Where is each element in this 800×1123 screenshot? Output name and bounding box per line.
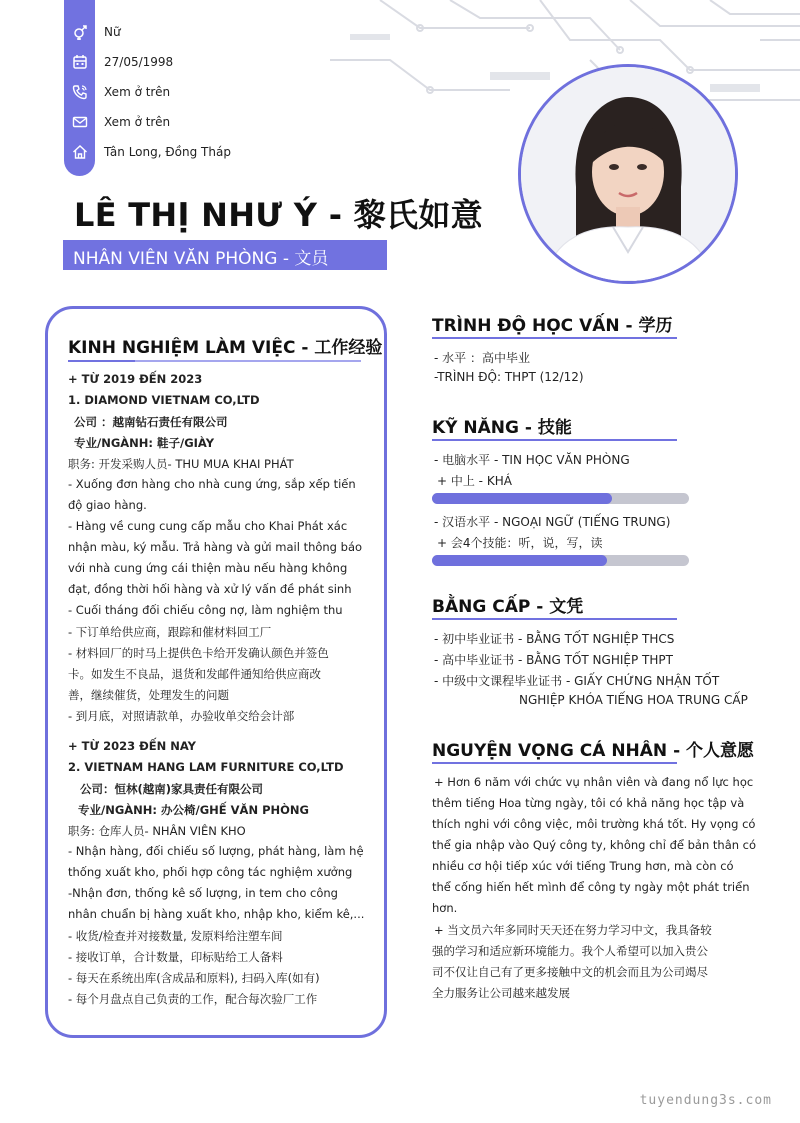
experience-line: - 到月底，对照请款单，办验收单交给会计部 xyxy=(68,709,295,723)
aspiration-line: thể gia nhập vào Quý công ty, không chỉ để bản thân có xyxy=(432,838,757,852)
experience-line: - 收货/检查并对接数量, 发原料给注塑车间 xyxy=(68,929,283,943)
experience-line: - 接收订单，合计数量，印标贴给工人备料 xyxy=(68,950,283,964)
experience-line: - 每个月盘点自己负责的工作，配合每次验厂工作 xyxy=(68,992,318,1006)
experience-line: 职务: 开发采购人员- THU MUA KHAI PHÁT xyxy=(68,457,294,471)
aspiration-line: hơn. xyxy=(432,901,458,915)
phone-text: Xem ở trên xyxy=(104,85,171,99)
experience-line: 专业/NGÀNH: 办公椅/GHẾ VĂN PHÒNG xyxy=(78,803,309,817)
email-text: Xem ở trên xyxy=(104,115,171,129)
aspiration-underline xyxy=(432,762,677,764)
candidate-name: LÊ THỊ NHƯ Ý - 黎氏如意 xyxy=(74,196,483,234)
skill-level-text: + 中上 - KHÁ xyxy=(437,474,512,488)
address-text: Tân Long, Đồng Tháp xyxy=(104,145,231,159)
skill-bar-fill xyxy=(432,555,607,566)
aspiration-line: + Hơn 6 năm với chức vụ nhân viên và đang nổ lực học xyxy=(434,775,754,789)
experience-title: KINH NGHIỆM LÀM VIỆC - 工作经验 xyxy=(68,338,383,358)
contact-address xyxy=(64,137,231,167)
gender-icon xyxy=(72,24,88,40)
skill-bar xyxy=(432,555,689,566)
experience-line: 卡。如发生不良品，退货和发邮件通知给供应商改 xyxy=(68,667,321,681)
phone-icon xyxy=(72,84,88,100)
experience-underline xyxy=(68,360,135,362)
skills-title: KỸ NĂNG - 技能 xyxy=(432,418,572,438)
experience-line: nhân chuẩn bị hàng xuất kho, nhập kho, kiểm kê,... xyxy=(68,907,365,921)
certificates-underline xyxy=(432,618,677,620)
aspiration-line: 司不仅让自己有了更多接触中文的机会而且为公司竭尽 xyxy=(432,965,708,979)
experience-line: -Nhận đơn, thống kê số lượng, in tem cho công xyxy=(68,886,338,900)
aspiration-line: 全力服务让公司越来越发展 xyxy=(432,986,570,1000)
experience-line: - Cuối tháng đối chiếu công nợ, làm nghiệm thu xyxy=(68,603,343,617)
experience-line: - Xuống đơn hàng cho nhà cung ứng, sắp xếp tiến xyxy=(68,477,356,491)
contact-phone xyxy=(64,77,170,107)
experience-line: thống xuất kho, phối hợp công tác nghiệm xưởng xyxy=(68,865,353,879)
role-bar xyxy=(63,240,387,270)
skill-name: - 汉语水平 - NGOẠI NGỮ (TIẾNG TRUNG) xyxy=(434,515,671,529)
experience-line: độ giao hàng. xyxy=(68,498,147,512)
experience-underline-rest xyxy=(135,360,361,362)
skill-name: - 电脑水平 - TIN HỌC VĂN PHÒNG xyxy=(434,453,630,467)
experience-line: nhận màu, ký mẫu. Trả hàng và gửi mail thông báo xyxy=(68,540,363,554)
aspiration-line: nhiều cơ hội tiếp xúc với tiếng Trung hơn, mà còn có xyxy=(432,859,734,873)
certificates-title: BẰNG CẤP - 文凭 xyxy=(432,597,584,617)
home-icon xyxy=(72,144,88,160)
person-avatar-icon xyxy=(521,67,735,281)
footer-watermark: tuyendung3s.com xyxy=(639,1093,772,1108)
education-underline xyxy=(432,337,677,339)
certificate-line: NGHIỆP KHÓA TIẾNG HOA TRUNG CẤP xyxy=(519,693,748,707)
calendar-icon xyxy=(72,54,88,70)
experience-line: - 材料回厂的时马上提供色卡给开发确认颜色并签色 xyxy=(68,646,329,660)
aspiration-line: + 当文员六年多同时天天还在努力学习中文，我具备较 xyxy=(434,923,712,937)
experience-line: 公司 ：越南钻石责任有限公司 xyxy=(74,415,228,429)
experience-line: 1. DIAMOND VIETNAM CO,LTD xyxy=(68,393,260,407)
gender-text: Nữ xyxy=(104,25,121,39)
skill-bar xyxy=(432,493,689,504)
experience-line: - 下订单给供应商，跟踪和催材料回工厂 xyxy=(68,625,272,639)
skills-underline xyxy=(432,439,677,441)
aspiration-line: thích nghi với công việc, môi trường khá tốt. Hy vọng có xyxy=(432,817,756,831)
aspiration-line: thể cống hiến hết mình để công ty ngày một phát triển xyxy=(432,880,750,894)
experience-line: + TỪ 2019 ĐẾN 2023 xyxy=(68,372,203,386)
experience-line: - 每天在系统出库(含成品和原料), 扫码入库(如有) xyxy=(68,971,320,985)
contact-birthday xyxy=(64,47,173,77)
role-title: NHÂN VIÊN VĂN PHÒNG - 文员 xyxy=(73,249,329,269)
experience-line: với nhà cung ứng cái thiện màu nếu hàng không xyxy=(68,561,348,575)
contact-email xyxy=(64,107,170,137)
skill-level-text: + 会4个技能：听，说，写，读 xyxy=(437,536,603,550)
experience-line: 职务: 仓库人员- NHÂN VIÊN KHO xyxy=(68,824,246,838)
aspiration-line: thêm tiếng Hoa từng ngày, tôi có khả năng học tập và xyxy=(432,796,745,810)
experience-line: đạt, đồng thời hối hàng và xử lý vấn đề phát sinh xyxy=(68,582,352,596)
aspiration-title: NGUYỆN VỌNG CÁ NHÂN - 个人意愿 xyxy=(432,741,755,761)
experience-line: 2. VIETNAM HANG LAM FURNITURE CO,LTD xyxy=(68,760,344,774)
certificate-line: - 中级中文课程毕业证书 - GIẤY CHỨNG NHẬN TỐT xyxy=(434,674,720,688)
experience-line: - Nhận hàng, đối chiếu số lượng, phát hàng, làm hệ xyxy=(68,844,364,858)
profile-photo xyxy=(518,64,738,284)
education-line: -TRÌNH ĐỘ: THPT (12/12) xyxy=(434,370,584,384)
certificate-line: - 初中毕业证书 - BẰNG TỐT NGHIỆP THCS xyxy=(434,632,675,646)
education-title: TRÌNH ĐỘ HỌC VẤN - 学历 xyxy=(432,316,673,336)
experience-line: - Hàng về cung cung cấp mẫu cho Khai Phát xác xyxy=(68,519,348,533)
experience-line: + TỪ 2023 ĐẾN NAY xyxy=(68,739,196,753)
education-line: - 水平 ：高中毕业 xyxy=(434,351,530,365)
mail-icon xyxy=(72,114,88,130)
birthday-text: 27/05/1998 xyxy=(104,55,174,69)
experience-line: 专业/NGÀNH: 鞋子/GIÀY xyxy=(74,436,215,450)
experience-line: 善，继续催货，处理发生的问题 xyxy=(68,688,229,702)
experience-line: 公司：恒林(越南)家具责任有限公司 xyxy=(80,782,264,796)
skill-bar-fill xyxy=(432,493,612,504)
certificate-line: - 高中毕业证书 - BẰNG TỐT NGHIỆP THPT xyxy=(434,653,673,667)
contact-gender xyxy=(64,17,121,47)
aspiration-line: 强的学习和适应新环境能力。我个人希望可以加入贵公 xyxy=(432,944,708,958)
